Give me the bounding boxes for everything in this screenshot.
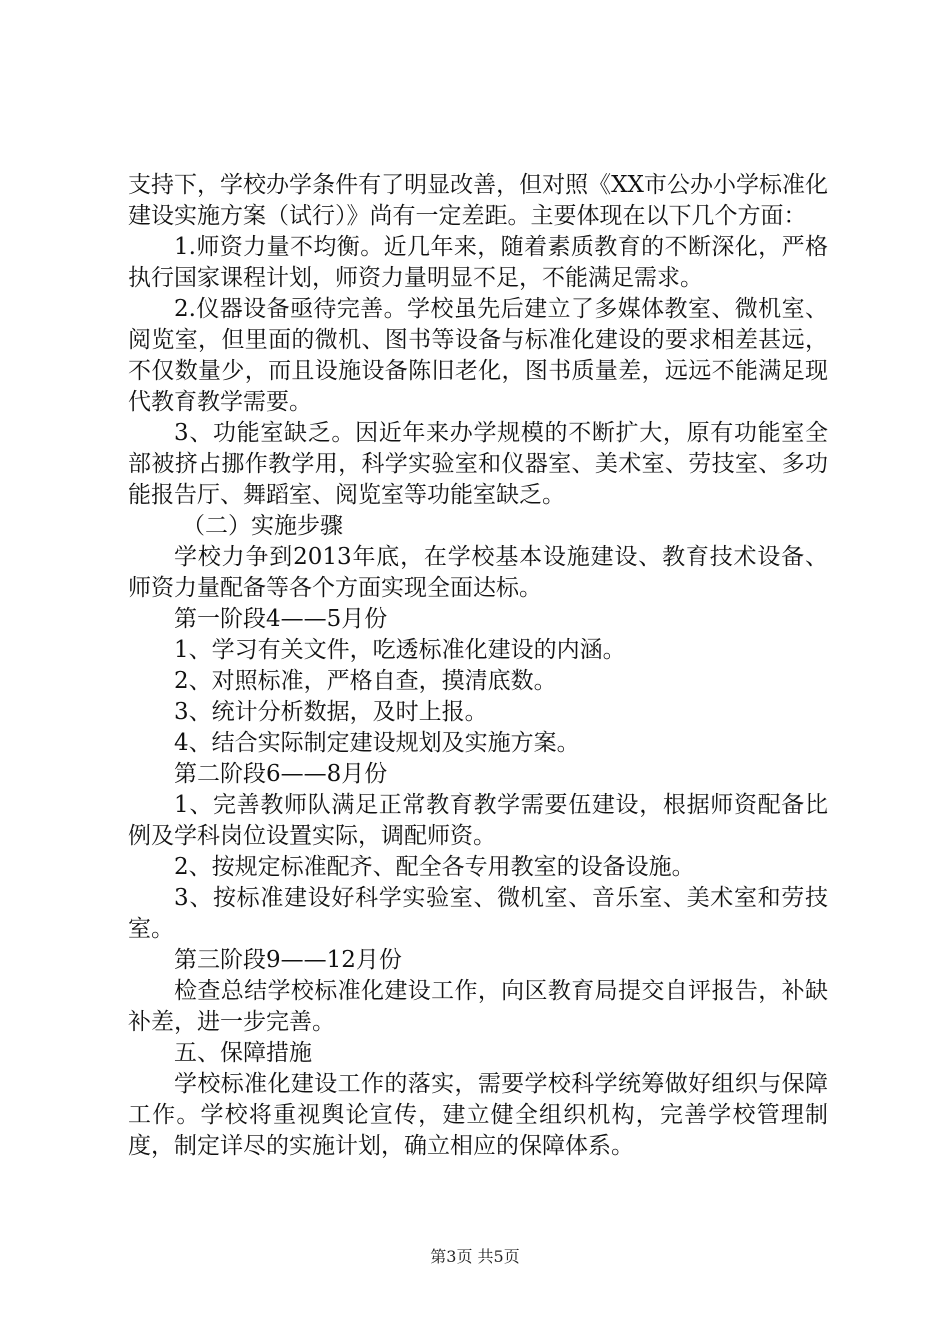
stage-one-heading: 第一阶段4——5月份 [174, 606, 388, 632]
paragraph-14: 3、按标准建设好科学实验室、微机室、音乐室、美术室和劳技室。 [128, 885, 828, 942]
paragraph-3: 3、功能室缺乏。因近年来办学规模的不断扩大，原有功能室全部被挤占挪作教学用，科学实验室和仪器室、美术室、劳技室、多功能报告厅、舞蹈室、阅览室等功能室缺乏。 [128, 420, 828, 508]
page-number-footer: 第3页 共5页 [430, 1247, 520, 1266]
paragraph-10: 4、结合实际制定建设规划及实施方案。 [174, 730, 580, 756]
document-body [128, 170, 828, 1162]
paragraph-8: 2、对照标准，严格自查，摸清底数。 [174, 668, 557, 694]
section-heading-implementation-steps: （二）实施步骤 [182, 513, 343, 539]
paragraph-13: 2、按规定标准配齐、配全各专用教室的设备设施。 [174, 854, 695, 880]
paragraph-12: 1、完善教师队满足正常教育教学需要伍建设，根据师资配备比例及学科岗位设置实际，调配师资。 [128, 792, 828, 849]
paragraph-9: 3、统计分析数据，及时上报。 [174, 699, 488, 725]
paragraph-0: 支持下，学校办学条件有了明显改善，但对照《XX市公办小学标准化建设实施方案（试行）》尚有一定差距。主要体现在以下几个方面： [128, 172, 828, 229]
stage-three-heading: 第三阶段9——12月份 [174, 947, 402, 973]
paragraph-2: 2.仪器设备亟待完善。学校虽先后建立了多媒体教室、微机室、阅览室，但里面的微机、图书等设备与标准化建设的要求相差甚远，不仅数量少，而且设施设备陈旧老化，图书质量差，远远不能满足现代教育教学需要。 [128, 296, 828, 415]
paragraph-1: 1.师资力量不均衡。近几年来，随着素质教育的不断深化，严格执行国家课程计划，师资力量明显不足，不能满足需求。 [128, 234, 828, 291]
stage-two-heading: 第二阶段6——8月份 [174, 761, 388, 787]
paragraph-18: 学校标准化建设工作的落实，需要学校科学统筹做好组织与保障工作。学校将重视舆论宣传，建立健全组织机构，完善学校管理制度，制定详尽的实施计划，确立相应的保障体系。 [128, 1071, 828, 1159]
paragraph-7: 1、学习有关文件，吃透标准化建设的内涵。 [174, 637, 626, 663]
paragraph-16: 检查总结学校标准化建设工作，向区教育局提交自评报告，补缺补差，进一步完善。 [128, 978, 828, 1035]
section-heading-safeguards: 五、保障措施 [174, 1040, 312, 1066]
paragraph-5: 学校力争到2013年底，在学校基本设施建设、教育技术设备、师资力量配备等各个方面实现全面达标。 [128, 544, 828, 601]
